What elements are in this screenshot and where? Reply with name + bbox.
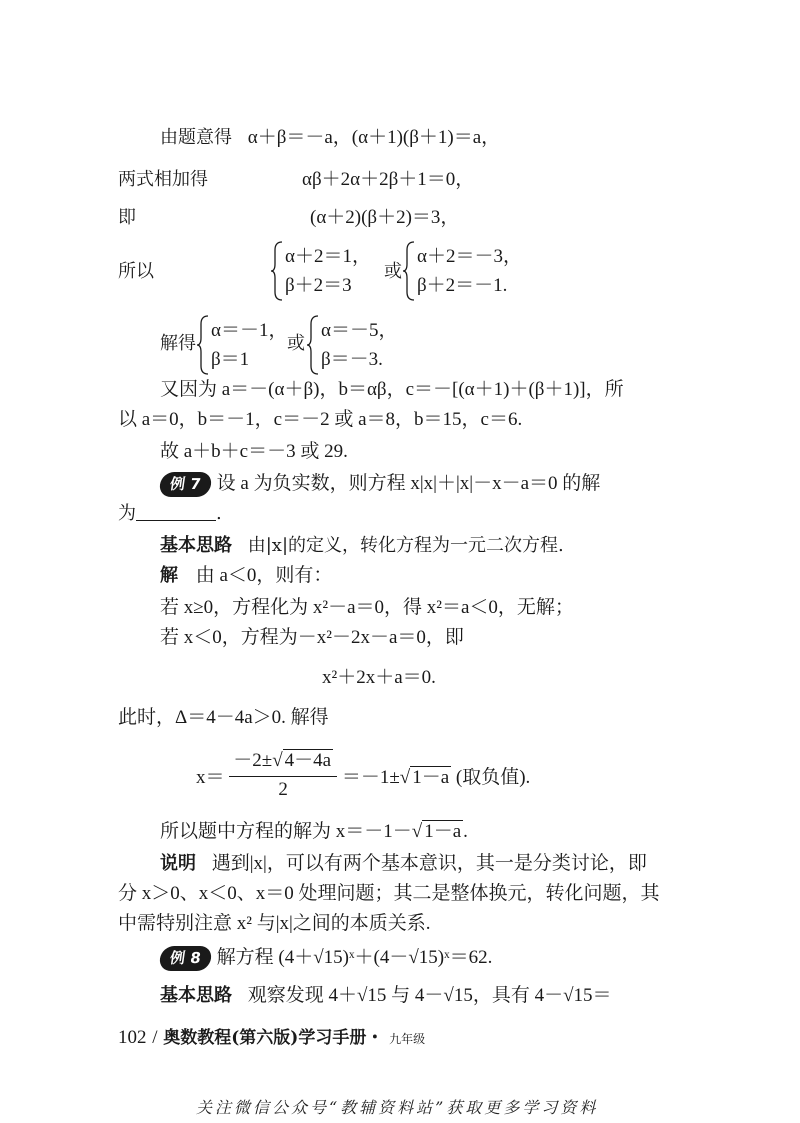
delta-line: 此时，Δ＝4－4a＞0. 解得 [118, 707, 329, 728]
line-6: 又因为 a＝－(α＋β)，b＝αβ，c＝－[(α＋1)＋(β＋1)]，所 [160, 379, 624, 400]
line-1 [160, 124, 500, 152]
line-7: 以 a＝0，b＝－1，c＝－2 或 a＝8，b＝15，c＝6. [118, 409, 523, 430]
case-2: 若 x＜0，方程为－x²－2x－a＝0，即 [160, 627, 464, 648]
solution-formula: x＝ $\frac{-2\pm√ 4-4a}{2}$ ＝－1±√ 1－a (取负值). [196, 748, 530, 803]
example-8-badge: 例 8 [158, 946, 212, 971]
example-7-statement [160, 470, 600, 498]
example-7-badge: 例 7 [158, 472, 212, 497]
example-7-answer-line: 为 . [118, 503, 222, 524]
line-4-label: 所以 [118, 261, 154, 282]
fraction: $\frac{-2\pm√ 4-4a}{2}$ [229, 748, 337, 803]
line-2-equation: αβ＋2α＋2β＋1＝0， [302, 169, 475, 190]
line-3-label: 即 [118, 207, 136, 228]
system-4: α＝－5， β＝－3. [321, 320, 398, 370]
example-8-statement: 例 8 解方程 (4＋√15)ˣ＋(4－√15)ˣ＝62. [160, 944, 492, 972]
note-line-1: 说明 遇到|x|，可以有两个基本意识，其一是分类讨论，即 [160, 853, 647, 874]
note-line-2: 分 x＞0、x＜0、x＝0 处理问题；其二是整体换元，转化问题，其 [118, 883, 660, 904]
label: 由题意得 [160, 127, 232, 148]
idea-label: 基本思路 [160, 535, 232, 556]
equation: α＋β＝－a，(α＋1)(β＋1)＝a， [247, 127, 501, 148]
page-number: 102 [118, 1027, 147, 1048]
answer-line: 所以题中方程的解为 x＝－1－√ 1－a . [160, 821, 468, 842]
line-5-label: 解得 [160, 333, 196, 354]
line-8: 故 a＋b＋c＝－3 或 29. [160, 441, 348, 462]
answer-blank [136, 502, 216, 521]
left-brace-4 [306, 314, 320, 376]
line-2-label: 两式相加得 [118, 169, 208, 190]
or-1: 或 [384, 261, 402, 282]
line-3-equation: (α＋2)(β＋2)＝3， [310, 207, 460, 228]
quadratic-equation: x²＋2x＋a＝0. [322, 667, 436, 688]
example-7-solution: 解 由 a＜0，则有： [160, 565, 333, 586]
or-2: 或 [287, 333, 305, 354]
book-title: 奥数教程(第六版)学习手册・ [163, 1028, 384, 1048]
example-8-idea: 基本思路 观察发现 4＋√15 与 4－√15，具有 4－√15＝ [160, 985, 612, 1006]
watermark: 关注微信公众号“教辅资料站”获取更多学习资料 [196, 1098, 599, 1117]
grade-label: 九年级 [389, 1032, 426, 1046]
system-3: α＝－1， β＝1 [211, 320, 288, 370]
note-line-3: 中需特别注意 x² 与|x|之间的本质关系. [118, 913, 431, 934]
left-brace-1 [270, 240, 284, 302]
system-1: α＋2＝1， β＋2＝3 [285, 246, 371, 296]
solution-label: 解 [160, 565, 178, 586]
idea-label-8: 基本思路 [160, 985, 232, 1006]
case-1: 若 x≥0，方程化为 x²－a＝0，得 x²＝a＜0，无解； [160, 597, 574, 618]
system-2: α＋2＝－3， β＋2＝－1. [417, 246, 522, 296]
left-brace-2 [402, 240, 416, 302]
example-7-text: 设 a 为负实数，则方程 x|x|＋|x|－x－a＝0 的解 [216, 473, 601, 494]
example-7-idea: 基本思路 由|x|的定义，转化方程为一元二次方程. [160, 535, 564, 556]
left-brace-3 [196, 314, 210, 376]
note-label: 说明 [160, 853, 196, 874]
page-footer: 102 / 奥数教程(第六版)学习手册・ 九年级 [118, 1027, 426, 1048]
